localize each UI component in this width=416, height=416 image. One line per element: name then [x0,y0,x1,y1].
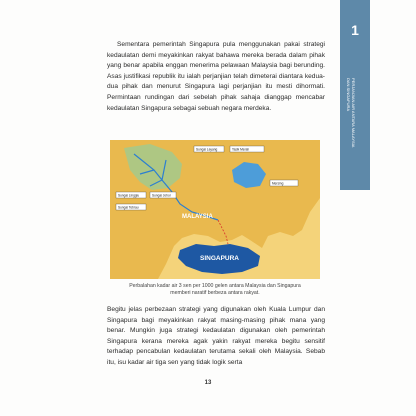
map-callout-4-text: Tasik Merah [232,147,250,152]
map-callout-6-text: Sungai Layang [196,147,218,152]
body-paragraph-2: Begitu jelas perbezaan strategi yang digunakan oleh Kuala Lumpur dan Singapura bagi meyakinkan rakyat masing-masing pihak mana yang benar. Mungkin juga strategi kedaulatan digunakan oleh pemerintah Singapura kerana mereka agak yakin rakyat mereka begitu sensitif terhadap pencabulan kedaulatan terutama sekali oleh Malaysia. Sebab itu, isu kadar air tiga sen yang tidak logik serta [107,306,325,366]
map-callout-5-text: Mersing [272,181,284,186]
johor-singapore-map [110,140,320,279]
map-label-singapura: SINGAPURA [200,255,240,262]
body-paragraph-1: Sementara pemerintah Singapura pula menggunakan pakai strategi kedaulatan demi meyakinkan rakyat bahawa mereka berada dalam pihak yang benar apabila enggan menerima pelawaan Malaysia bagi berunding. Asas justifikasi republik itu ialah perjanjian telah dimeterai diantara kedua-dua pihak dan menurut Singapura lagi perjanjian itu mesti dihormati. Permintaan rundingan dari sebelah pihak sahaja dianggap mencabar kedaulatan Singapura sebagai sebuah negara merdeka. [107,41,325,112]
chapter-title-line-2: DAN SINGAPURA [346,78,351,112]
chapter-running-title [346,78,356,188]
chapter-number: 1 [351,22,359,38]
map-callout-1 [116,192,146,198]
map-callout-4 [230,146,264,152]
map-label-malaysia: MALAYSIA [182,214,213,220]
map-callout-6 [194,146,224,152]
map-callout-3-text: Sungai Tebrau [118,205,139,210]
page-number: 13 [204,380,212,386]
map-callout-2-text: Sungai Johor [152,193,171,198]
map-figure [110,140,320,279]
chapter-side-tab [340,0,416,416]
map-callout-1-text: Sungai Linggiu [118,193,140,198]
chapter-title-line-1: PERJANJIAN AIR ANTARA MALAYSIA [351,78,356,148]
figure-caption-line-1: Perbalahan kadar air 3 sen per 1000 gelen antara Malaysia dan Singapura [129,283,301,289]
figure-caption [110,283,320,297]
map-callout-5 [270,180,298,186]
map-callout-3 [116,204,146,210]
map-callout-2 [150,192,176,198]
figure-caption-line-2: memberi naratif berbeza antara rakyat. [170,290,260,296]
